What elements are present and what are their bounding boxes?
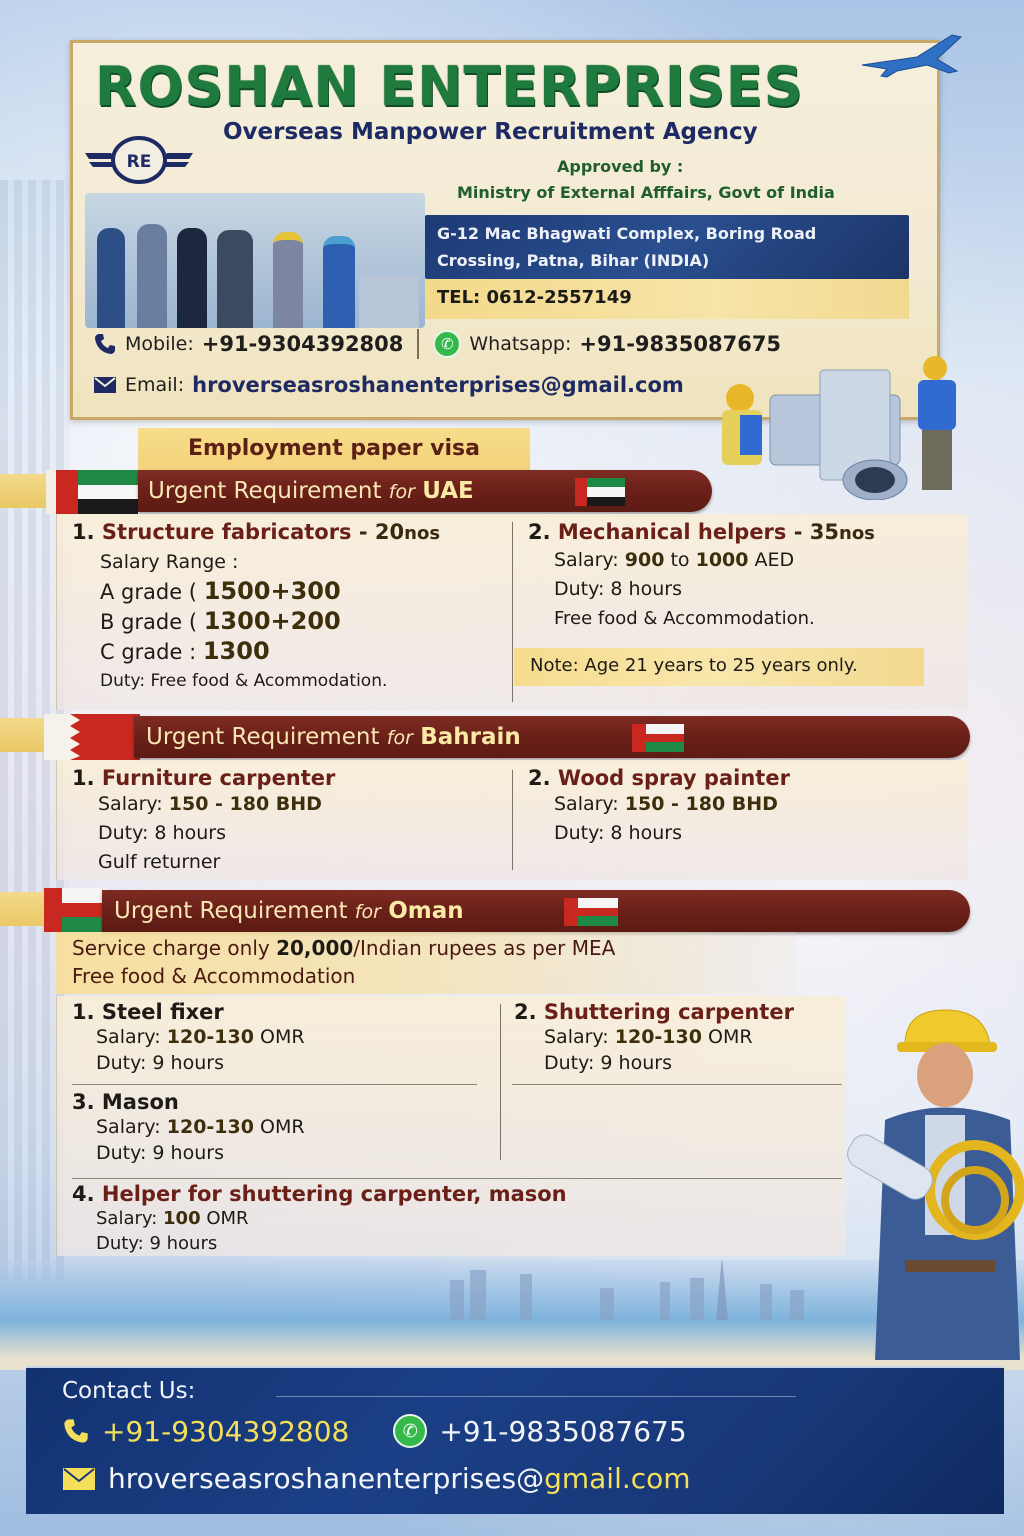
uae-job-2 — [528, 520, 875, 633]
header-phone-row — [93, 329, 781, 359]
uae-flag-small — [575, 478, 625, 506]
salary: Salary: 120-130 OMR — [96, 1026, 305, 1048]
uae-section-banner — [138, 470, 712, 512]
grade-b: B grade ( 1300+200 — [100, 607, 341, 635]
banner-country: UAE — [422, 478, 474, 504]
oman-service-info — [56, 932, 796, 994]
footer-phone-row — [62, 1414, 687, 1448]
oman-job-2 — [514, 1000, 794, 1076]
visa-type-label: Employment paper visa — [138, 428, 530, 472]
salary: Salary: 150 - 180 BHD — [98, 793, 322, 815]
mobile-label: Mobile: — [125, 333, 194, 355]
svg-text:RE: RE — [126, 152, 152, 172]
banner-prefix: Urgent Requirement — [148, 478, 382, 504]
footer-email-row[interactable] — [62, 1462, 691, 1495]
row-divider — [72, 1178, 842, 1179]
email-label: Email: — [125, 374, 185, 396]
envelope-icon — [62, 1467, 96, 1491]
address-line-1: G-12 Mac Bhagwati Complex, Boring Road — [437, 224, 817, 243]
column-divider — [500, 1004, 501, 1160]
workers-illustration — [85, 193, 425, 328]
duty: Duty: 9 hours — [544, 1052, 672, 1074]
office-address — [425, 215, 909, 279]
duty: Duty: Free food & Acommodation. — [100, 671, 388, 691]
row-divider — [512, 1084, 842, 1085]
email-address[interactable]: hroverseasroshanenterprises@gmail.com — [192, 373, 684, 397]
salary: Salary: 150 - 180 BHD — [554, 793, 778, 815]
job-title: 1. Furniture carpenter — [72, 766, 336, 790]
job-title: 3. Mason — [72, 1090, 179, 1114]
duty: Duty: 8 hours — [554, 822, 682, 844]
whatsapp-number[interactable]: +91-9835087675 — [579, 332, 782, 356]
divider — [417, 329, 419, 359]
duty: Duty: 8 hours — [554, 578, 682, 600]
duty: Duty: 9 hours — [96, 1233, 218, 1254]
footer-email-domain: gmail.com — [544, 1462, 691, 1495]
banner-for: for — [388, 481, 415, 503]
address-line-2: Crossing, Patna, Bihar (INDIA) — [437, 251, 710, 270]
job-title: 4. Helper for shuttering carpenter, mason — [72, 1182, 567, 1206]
oman-flag — [44, 888, 106, 932]
gulf-returner: Gulf returner — [98, 851, 221, 873]
salary-range-label: Salary Range : — [100, 551, 239, 573]
contact-title: Contact Us: — [62, 1378, 196, 1404]
oman-section-banner — [102, 890, 970, 932]
age-note: Note: Age 21 years to 25 years only. — [514, 648, 924, 686]
oman-flag-small — [564, 898, 618, 926]
banner-prefix: Urgent Requirement — [114, 898, 348, 924]
job-title: 1. Structure fabricators - 20nos — [72, 520, 441, 544]
banner-country: Bahrain — [420, 724, 521, 750]
duty: Duty: 9 hours — [96, 1052, 224, 1074]
footer-phone[interactable]: +91-9304392808 — [102, 1414, 350, 1448]
benefits: Free food & Accommodation. — [554, 608, 815, 629]
whatsapp-icon: ✆ — [433, 330, 461, 358]
grade-a: A grade ( 1500+300 — [100, 577, 341, 605]
oman-job-4 — [72, 1182, 567, 1256]
job-title: 1. Steel fixer — [72, 1000, 224, 1024]
salary: Salary: 120-130 OMR — [544, 1026, 753, 1048]
banner-prefix: Urgent Requirement — [146, 724, 380, 750]
telephone: TEL: 0612-2557149 — [425, 279, 909, 319]
oman-job-3 — [72, 1090, 305, 1166]
uae-flag — [46, 470, 138, 514]
bahrain-flag — [44, 714, 140, 760]
phone-icon — [62, 1417, 90, 1445]
bahrain-job-1 — [72, 766, 335, 877]
banner-for: for — [354, 901, 381, 923]
airplane-icon — [857, 27, 967, 87]
agency-tagline: Overseas Manpower Recruitment Agency — [223, 119, 758, 145]
salary: Salary: 900 to 1000 AED — [554, 549, 795, 571]
oman-benefits: Free food & Accommodation — [72, 964, 356, 988]
hvac-workers-illustration — [700, 340, 980, 500]
column-divider — [512, 770, 513, 870]
engineer-illustration — [845, 1000, 1024, 1360]
column-divider — [512, 522, 513, 702]
phone-icon — [93, 332, 117, 356]
envelope-icon — [93, 376, 117, 394]
bahrain-section-banner — [134, 716, 970, 758]
service-charge: Service charge only 20,000/Indian rupees as per MEA — [72, 936, 616, 960]
company-logo — [85, 135, 193, 185]
footer-whatsapp[interactable]: +91-9835087675 — [439, 1414, 687, 1448]
oman-flag-small — [632, 724, 684, 752]
salary: Salary: 100 OMR — [96, 1208, 249, 1229]
salary: Salary: 120-130 OMR — [96, 1116, 305, 1138]
row-divider — [72, 1084, 477, 1085]
uae-job-1 — [72, 520, 440, 696]
banner-country: Oman — [388, 898, 464, 924]
approving-authority: Ministry of External Afffairs, Govt of India — [457, 183, 835, 202]
bahrain-job-2 — [528, 766, 790, 848]
divider — [276, 1396, 796, 1397]
job-title: 2. Wood spray painter — [528, 766, 790, 790]
mobile-number[interactable]: +91-9304392808 — [201, 332, 404, 356]
oman-job-1 — [72, 1000, 305, 1076]
job-title: 2. Mechanical helpers - 35nos — [528, 520, 875, 544]
contact-footer — [26, 1366, 1004, 1514]
job-title: 2. Shuttering carpenter — [514, 1000, 794, 1024]
whatsapp-label: Whatsapp: — [469, 333, 572, 355]
duty: Duty: 8 hours — [98, 822, 226, 844]
banner-for: for — [386, 727, 413, 749]
approved-label: Approved by : — [557, 157, 684, 176]
footer-email-user: hroverseasroshanenterprises@ — [108, 1462, 545, 1495]
duty: Duty: 9 hours — [96, 1142, 224, 1164]
header-email-row — [93, 373, 684, 397]
grade-c: C grade : 1300 — [100, 637, 270, 665]
whatsapp-icon: ✆ — [393, 1414, 427, 1448]
company-name: ROSHAN ENTERPRISES — [95, 55, 804, 118]
